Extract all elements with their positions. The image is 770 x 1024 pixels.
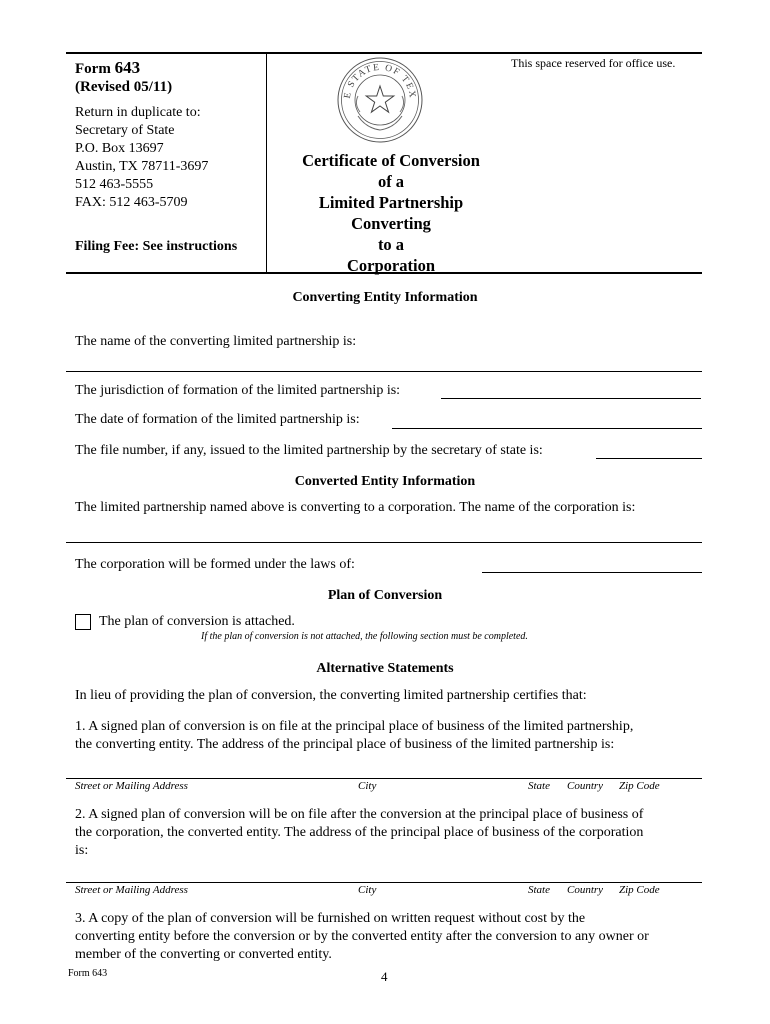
plan-attached-label: The plan of conversion is attached. [99, 614, 295, 629]
laws-question: The corporation will be formed under the laws of: [75, 557, 355, 572]
alternative-intro: In lieu of providing the plan of conversion, the converting limited partnership certifies that: [75, 688, 587, 703]
statement-line: 2. A signed plan of conversion will be on file after the conversion at the principal place of business of [75, 807, 644, 822]
file-number-question: The file number, if any, issued to the limited partnership by the secretary of state is: [75, 443, 543, 458]
svg-text:THE STATE OF TEXAS: E STATE OF TEX [342, 62, 418, 100]
return-line: Return in duplicate to: [75, 105, 201, 120]
statement-line: converting entity before the conversion or by the converted entity after the conversion to any owner or [75, 929, 649, 944]
statement-3 [75, 910, 649, 964]
return-line: Austin, TX 78711-3697 [75, 159, 209, 174]
converting-name-field[interactable] [66, 371, 702, 372]
zip-label: Zip Code [619, 780, 660, 792]
office-use-note: This space reserved for office use. [511, 56, 676, 70]
header-top-rule [66, 52, 702, 54]
jurisdiction-question: The jurisdiction of formation of the limited partnership is: [75, 383, 401, 398]
converted-heading: Converted Entity Information [294, 474, 476, 489]
title-line: to a [377, 235, 405, 254]
title-line: of a [377, 172, 405, 191]
title-line: Limited Partnership [318, 193, 464, 212]
return-address [75, 104, 208, 212]
revised-date: (Revised 05/11) [75, 79, 173, 95]
address-line-2-field[interactable] [66, 882, 702, 883]
statement-1 [75, 718, 633, 754]
statement-line: is: [75, 843, 89, 858]
city-label: City [358, 884, 377, 896]
zip-label: Zip Code [619, 884, 660, 896]
filing-fee: Filing Fee: See instructions [75, 239, 238, 254]
street-label: Street or Mailing Address [75, 884, 188, 896]
return-line: FAX: 512 463-5709 [75, 195, 188, 210]
country-label: Country [567, 884, 604, 896]
statement-line: the converting entity. The address of the principal place of business of the limited partnership is: [75, 737, 615, 752]
title-line: Converting [351, 214, 431, 233]
certificate-title [276, 150, 506, 276]
return-line: P.O. Box 13697 [75, 141, 164, 156]
address-line-1-field[interactable] [66, 778, 702, 779]
state-label: State [528, 884, 550, 896]
title-line: Certificate of Conversion [302, 151, 480, 170]
page-number: 4 [381, 969, 388, 984]
converting-heading: Converting Entity Information [292, 290, 478, 305]
laws-field[interactable] [482, 572, 702, 573]
file-number-field[interactable] [596, 458, 702, 459]
formation-date-field[interactable] [392, 428, 702, 429]
corporation-name-field[interactable] [66, 542, 702, 543]
converting-name-question: The name of the converting limited partnership is: [75, 334, 357, 349]
texas-seal-icon [336, 56, 424, 144]
statement-line: the corporation, the converted entity. The address of the principal place of business of the corporation [75, 825, 644, 840]
country-label: Country [567, 780, 604, 792]
state-label: State [528, 780, 550, 792]
footer-form-label: Form 643 [68, 968, 108, 979]
title-line: Corporation [347, 256, 435, 275]
jurisdiction-field[interactable] [441, 398, 701, 399]
return-line: Secretary of State [75, 123, 175, 138]
plan-attached-checkbox[interactable] [75, 614, 91, 630]
header-divider [266, 53, 267, 272]
formation-date-question: The date of formation of the limited partnership is: [75, 412, 360, 427]
city-label: City [358, 780, 377, 792]
alternative-heading: Alternative Statements [316, 661, 454, 676]
statement-line: member of the converting or converted entity. [75, 947, 332, 962]
statement-line: 3. A copy of the plan of conversion will be furnished on written request without cost by the [75, 911, 586, 926]
corporation-name-question: The limited partnership named above is converting to a corporation. The name of the corporation is: [75, 500, 636, 515]
plan-note: If the plan of conversion is not attached, the following section must be completed. [201, 631, 528, 642]
street-label: Street or Mailing Address [75, 780, 188, 792]
statement-2 [75, 806, 643, 860]
statement-line: 1. A signed plan of conversion is on file at the principal place of business of the limited partnership, [75, 719, 634, 734]
plan-heading: Plan of Conversion [327, 588, 443, 603]
form-number-title: Form 643 [75, 58, 141, 77]
return-line: 512 463-5555 [75, 177, 154, 192]
